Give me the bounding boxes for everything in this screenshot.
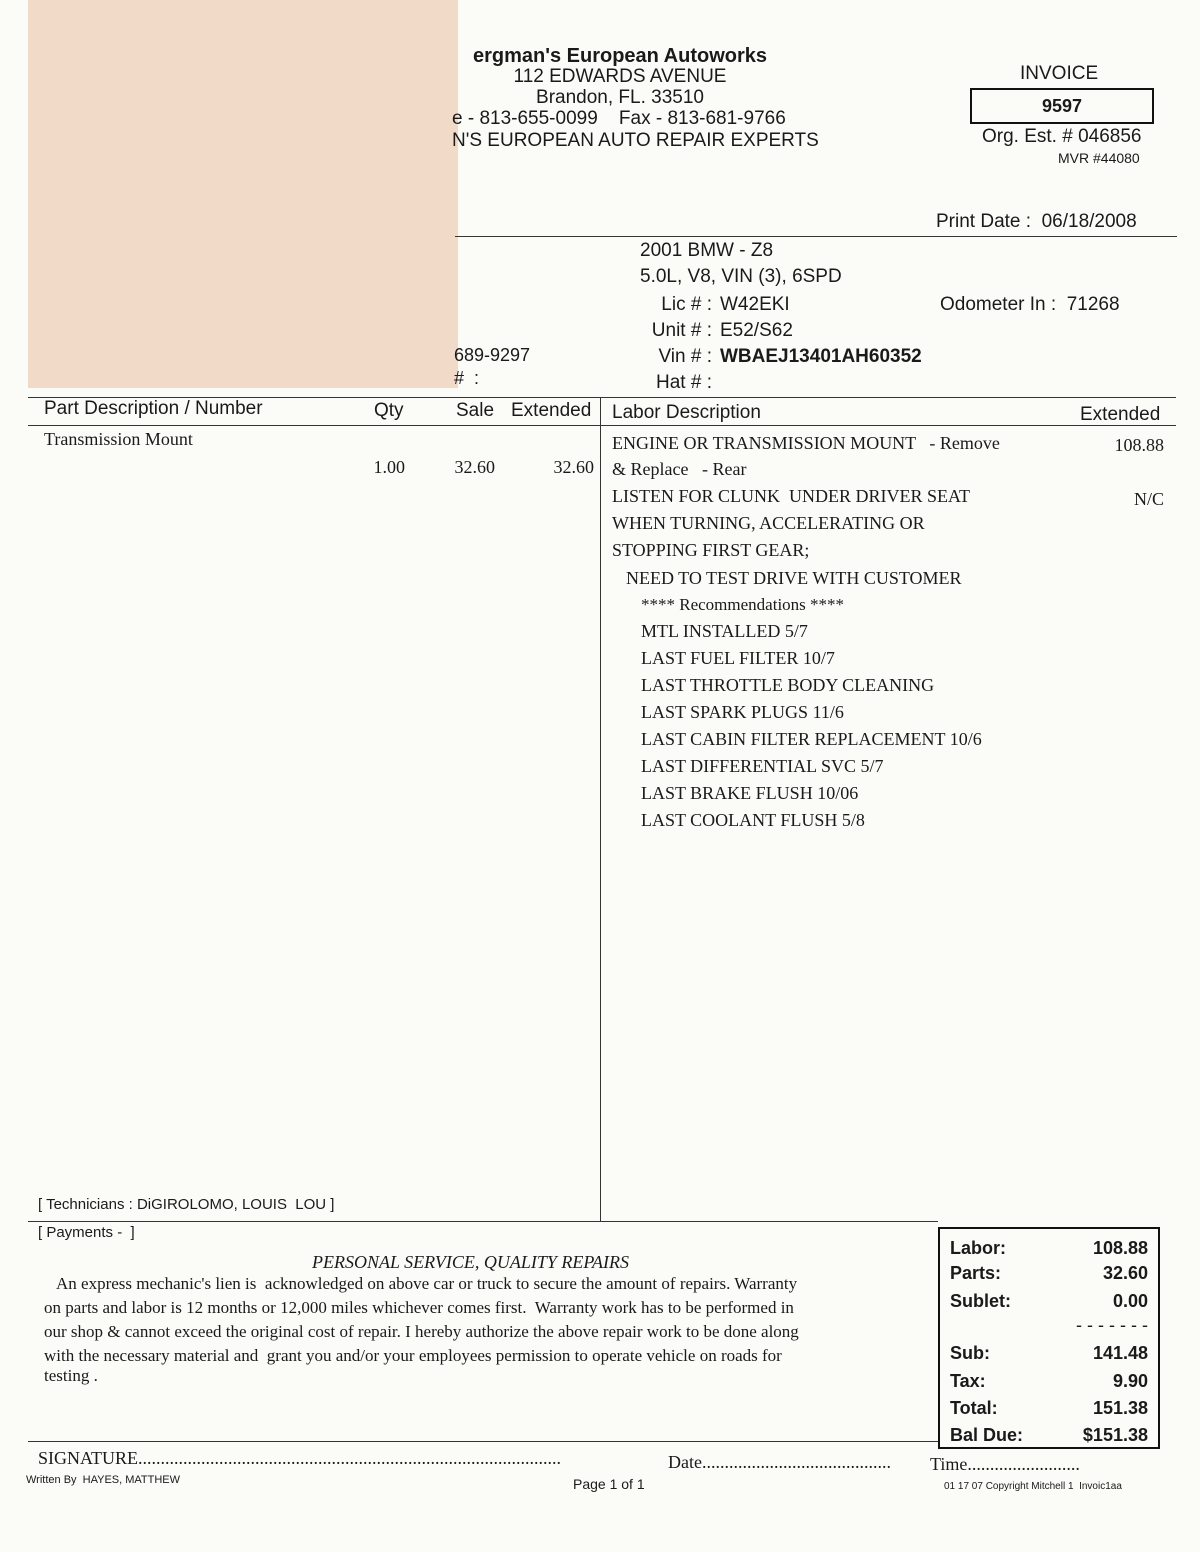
terms-line-4: with the necessary material and grant you and/or your employees permission to operate vehicle on roads for xyxy=(44,1346,782,1365)
labor-line-4: WHEN TURNING, ACCELERATING OR xyxy=(612,513,925,533)
part-extended: 32.60 xyxy=(553,457,594,477)
payments: [ Payments - ] xyxy=(38,1224,135,1241)
totals-tax-value: 9.90 xyxy=(1112,1371,1148,1391)
table-header-divider xyxy=(28,425,1176,426)
terms-line-5: testing . xyxy=(44,1366,98,1385)
unit-label: Unit # : xyxy=(651,320,712,341)
technicians: [ Technicians : DiGIROLOMO, LOUIS LOU ] xyxy=(38,1196,335,1213)
hat-label: Hat # : xyxy=(656,372,712,393)
shop-phone-fax: e - 813-655-0099 Fax - 813-681-9766 xyxy=(452,108,786,129)
labor-header-extended: Extended xyxy=(1080,404,1161,425)
invoice-label: INVOICE xyxy=(1020,63,1099,84)
labor-line-1-amount: 108.88 xyxy=(1114,435,1164,455)
vin-value: WBAEJ13401AH60352 xyxy=(720,346,922,367)
part-description: Transmission Mount xyxy=(44,429,193,449)
parts-header-qty: Qty xyxy=(374,400,404,421)
shop-tagline: N'S EUROPEAN AUTO REPAIR EXPERTS xyxy=(452,130,819,151)
totals-total-value: 151.38 xyxy=(1092,1398,1148,1418)
totals-dashes: - - - - - - - xyxy=(1076,1315,1148,1335)
labor-line-3-amount: N/C xyxy=(1133,489,1164,509)
totals-total-label: Total: xyxy=(950,1398,998,1418)
shop-city: Brandon, FL. 33510 xyxy=(536,87,704,108)
recommendation-item: LAST THROTTLE BODY CLEANING xyxy=(641,675,935,695)
part-sale: 32.60 xyxy=(454,457,495,477)
recommendation-item: MTL INSTALLED 5/7 xyxy=(641,621,808,641)
recommendation-item: LAST FUEL FILTER 10/7 xyxy=(641,648,835,668)
recommendations-title: **** Recommendations **** xyxy=(641,595,845,614)
time-line: Time......................... xyxy=(930,1454,1080,1474)
part-qty: 1.00 xyxy=(373,457,405,477)
customer-phone-fragment: 689-9297 xyxy=(454,345,531,365)
totals-tax-label: Tax: xyxy=(950,1371,986,1391)
recommendation-item: LAST SPARK PLUGS 11/6 xyxy=(641,702,844,722)
parts-labor-divider xyxy=(600,398,601,1221)
labor-header-description: Labor Description xyxy=(612,402,761,423)
copyright: 01 17 07 Copyright Mitchell 1 Invoic1aa xyxy=(944,1481,1122,1492)
terms-line-1: An express mechanic's lien is acknowledged on above car or truck to secure the amount of repairs. Warranty xyxy=(56,1274,798,1293)
labor-line-6: NEED TO TEST DRIVE WITH CUSTOMER xyxy=(626,568,962,588)
terms-line-3: our shop & cannot exceed the original cost of repair. I hereby authorize the above repair work to be done along xyxy=(44,1322,799,1341)
totals-sub-value: 141.48 xyxy=(1092,1343,1148,1363)
org-est: Org. Est. # 046856 xyxy=(982,126,1142,147)
vin-label: Vin # : xyxy=(658,346,712,367)
recommendation-item: LAST CABIN FILTER REPLACEMENT 10/6 xyxy=(641,729,982,749)
totals-box xyxy=(938,1227,1160,1449)
header-divider xyxy=(455,236,1177,237)
totals-baldue-value: $151.38 xyxy=(1082,1425,1148,1445)
signature-line: SIGNATURE.............................................................................................. xyxy=(38,1448,562,1468)
parts-header-description: Part Description / Number xyxy=(44,398,263,419)
totals-parts-label: Parts: xyxy=(950,1263,1002,1283)
lic-label: Lic # : xyxy=(661,294,712,315)
shop-name: ergman's European Autoworks xyxy=(472,45,768,67)
labor-line-1: ENGINE OR TRANSMISSION MOUNT - Remove xyxy=(612,433,1000,453)
parts-header-extended: Extended xyxy=(511,400,592,421)
totals-parts-value: 32.60 xyxy=(1102,1263,1148,1283)
vehicle-engine: 5.0L, V8, VIN (3), 6SPD xyxy=(640,266,842,287)
lic-value: W42EKI xyxy=(720,294,790,315)
totals-sublet-label: Sublet: xyxy=(950,1291,1011,1311)
date-line: Date.......................................... xyxy=(668,1452,891,1472)
totals-sublet-value: 0.00 xyxy=(1112,1291,1148,1311)
recommendation-item: LAST DIFFERENTIAL SVC 5/7 xyxy=(641,756,884,776)
table-bottom-border xyxy=(28,1221,938,1222)
odometer: Odometer In : 71268 xyxy=(940,294,1120,315)
terms-line-2: on parts and labor is 12 months or 12,000 miles whichever comes first. Warranty work has to be performed in xyxy=(44,1298,794,1317)
vehicle-model: 2001 BMW - Z8 xyxy=(640,240,774,261)
totals-sub-label: Sub: xyxy=(950,1343,990,1363)
totals-labor-label: Labor: xyxy=(950,1238,1006,1258)
print-date: Print Date : 06/18/2008 xyxy=(936,211,1137,232)
footer-divider xyxy=(28,1441,938,1442)
terms-title: PERSONAL SERVICE, QUALITY REPAIRS xyxy=(312,1252,629,1272)
labor-line-2: & Replace - Rear xyxy=(612,459,747,479)
page-number: Page 1 of 1 xyxy=(573,1476,645,1492)
shop-address: 112 EDWARDS AVENUE xyxy=(513,66,727,87)
recommendation-item: LAST BRAKE FLUSH 10/06 xyxy=(641,783,859,803)
customer-hash-fragment: # : xyxy=(454,368,480,388)
unit-value: E52/S62 xyxy=(720,320,793,341)
totals-baldue-label: Bal Due: xyxy=(950,1425,1024,1445)
mvr-number: MVR #44080 xyxy=(1058,150,1140,166)
invoice-number: 9597 xyxy=(970,88,1154,124)
recommendation-item: LAST COOLANT FLUSH 5/8 xyxy=(641,810,865,830)
labor-line-5: STOPPING FIRST GEAR; xyxy=(612,540,810,560)
written-by: Written By HAYES, MATTHEW xyxy=(26,1474,181,1486)
parts-header-sale: Sale xyxy=(456,400,495,421)
labor-line-3: LISTEN FOR CLUNK UNDER DRIVER SEAT xyxy=(612,486,971,506)
redacted-customer-block xyxy=(28,0,458,388)
totals-labor-value: 108.88 xyxy=(1092,1238,1148,1258)
